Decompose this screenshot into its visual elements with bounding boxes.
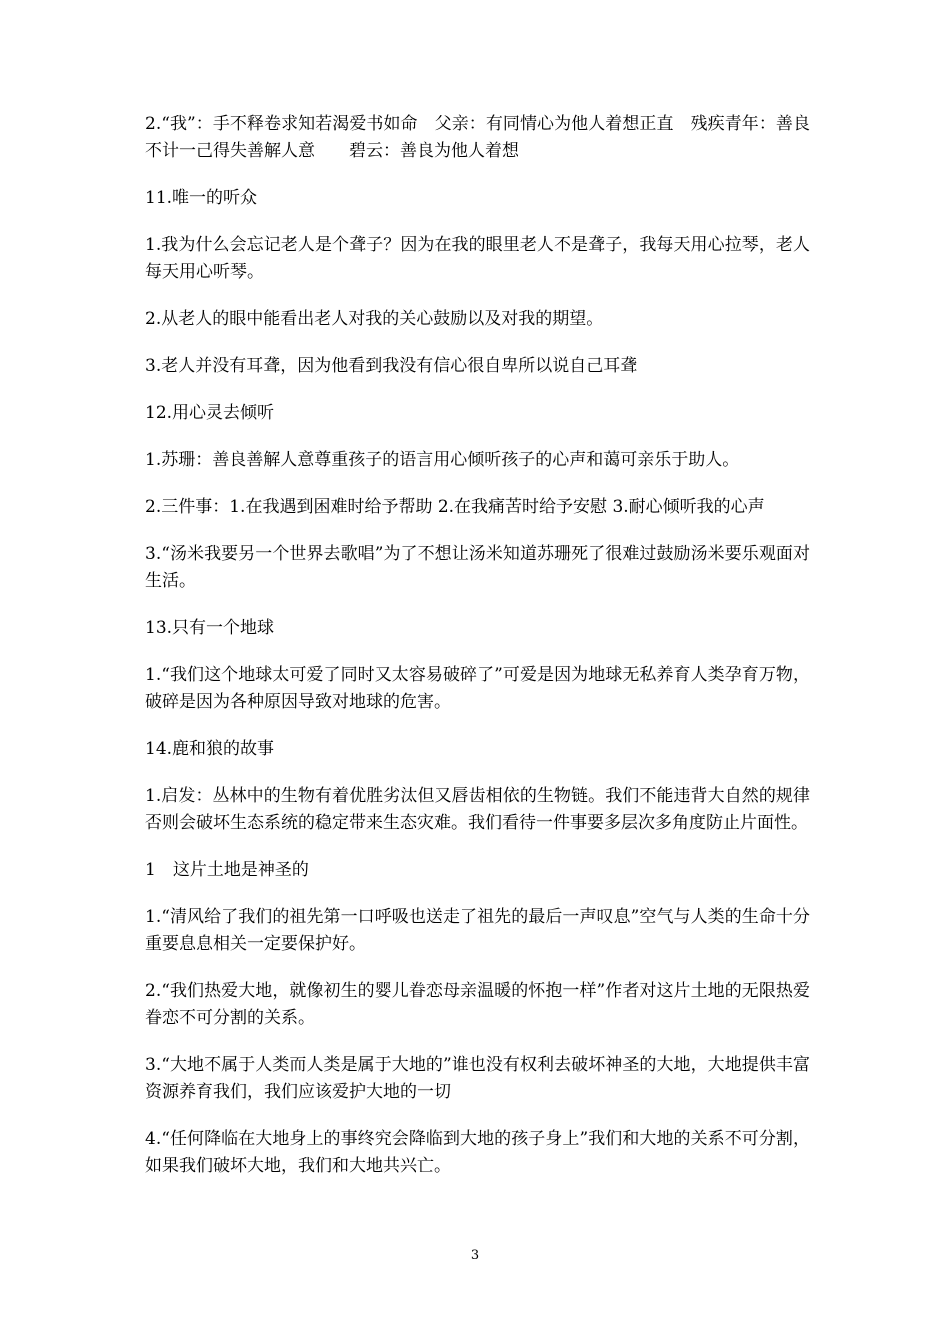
paragraph-11-3: 3.老人并没有耳聋，因为他看到我没有信心很自卑所以说自己耳聋	[145, 356, 638, 376]
section-heading-sacred-land: 1 这片土地是神圣的	[145, 860, 309, 880]
paragraph-12-2: 2.三件事：1.在我遇到困难时给予帮助 2.在我痛苦时给予安慰 3.耐心倾听我的心声	[145, 497, 765, 517]
paragraph-sacred-1: 1.“清风给了我们的祖先第一口呼吸也送走了祖先的最后一声叹息”空气与人类的生命十分重要息息相关一定要保护好。	[145, 907, 810, 954]
section-heading-12: 12.用心灵去倾听	[145, 403, 275, 423]
paragraph-sacred-4: 4.“任何降临在大地身上的事终究会降临到大地的孩子身上”我们和大地的关系不可分割，如果我们破坏大地，我们和大地共兴亡。	[145, 1129, 810, 1176]
section-heading-11: 11.唯一的听众	[145, 188, 258, 208]
document-body	[145, 111, 810, 1200]
paragraph-11-2: 2.从老人的眼中能看出老人对我的关心鼓励以及对我的期望。	[145, 309, 604, 329]
paragraph-12-3: 3.“汤米我要另一个世界去歌唱”为了不想让汤米知道苏珊死了很难过鼓励汤米要乐观面对生活。	[145, 544, 810, 591]
paragraph-14-1: 1.启发：丛林中的生物有着优胜劣汰但又唇齿相依的生物链。我们不能违背大自然的规律否则会破坏生态系统的稳定带来生态灾难。我们看待一件事要多层次多角度防止片面性。	[145, 786, 810, 833]
paragraph-12-1: 1.苏珊：善良善解人意尊重孩子的语言用心倾听孩子的心声和蔼可亲乐于助人。	[145, 450, 740, 470]
paragraph-sacred-3: 3.“大地不属于人类而人类是属于大地的”谁也没有权利去破坏神圣的大地，大地提供丰富资源养育我们，我们应该爱护大地的一切	[145, 1055, 810, 1102]
paragraph-characters-summary: 2.“我”：手不释卷求知若渴爱书如命 父亲：有同情心为他人着想正直 残疾青年：善良不计一己得失善解人意 碧云：善良为他人着想	[145, 114, 810, 161]
section-heading-13: 13.只有一个地球	[145, 618, 275, 638]
paragraph-sacred-2: 2.“我们热爱大地，就像初生的婴儿眷恋母亲温暖的怀抱一样”作者对这片土地的无限热爱眷恋不可分割的关系。	[145, 981, 810, 1028]
section-heading-14: 14.鹿和狼的故事	[145, 739, 275, 759]
paragraph-11-1: 1.我为什么会忘记老人是个聋子？因为在我的眼里老人不是聋子，我每天用心拉琴，老人每天用心听琴。	[145, 235, 810, 282]
page-number: 3	[470, 1248, 480, 1263]
paragraph-13-1: 1.“我们这个地球太可爱了同时又太容易破碎了”可爱是因为地球无私养育人类孕育万物，破碎是因为各种原因导致对地球的危害。	[145, 665, 810, 712]
